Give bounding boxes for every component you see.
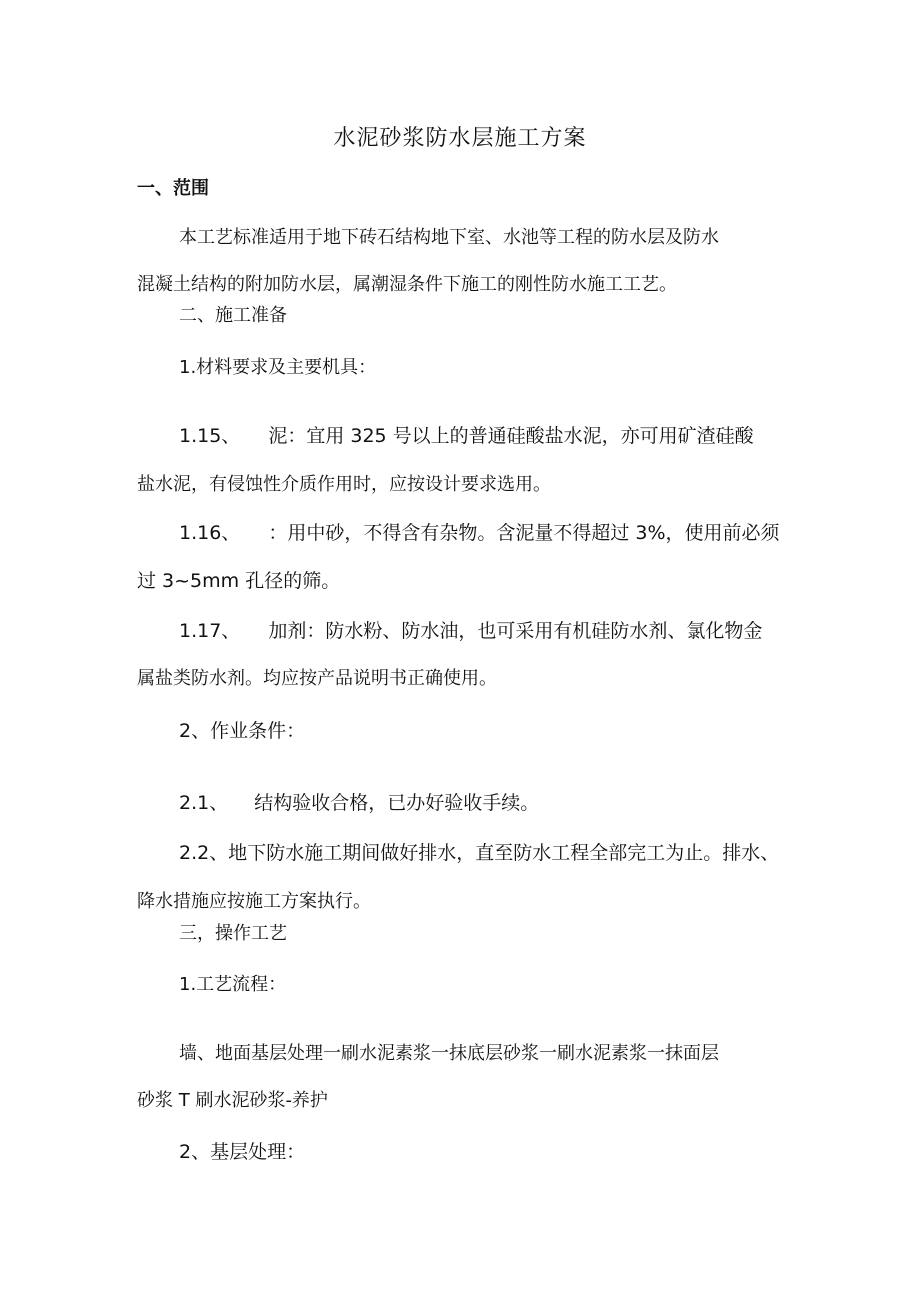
section-heading-operation: 三，操作工艺 [179,923,287,944]
section-heading-preparation: 二、施工准备 [179,305,287,326]
item-1-16-number: 1.16、 [179,522,241,544]
item-2-1-text: 结构验收合格，已办好验收手续。 [254,792,540,814]
item-1-16-text: ：用中砂，不得含有杂物。含泥量不得超过 3%，使用前必须 [268,522,780,544]
item-1-15-line-1 [179,427,754,446]
base-treatment-heading: 2、基层处理： [179,1141,306,1163]
item-2-1-line [179,794,539,813]
scope-paragraph-line-1: 本工艺标准适用于地下砖石结构地下室、水池等工程的防水层及防水 [179,227,719,248]
item-2-2-line-1: 2.2、地下防水施工期间做好排水，直至防水工程全部完工为止。排水、 [179,842,780,864]
process-flow-heading: 1.工艺流程： [179,974,287,995]
section-heading-scope: 一、范围 [137,178,209,199]
document-title: 水泥砂浆防水层施工方案 [333,126,587,151]
item-1-17-line-1 [179,622,762,641]
item-1-16-line-2: 过 3~5mm 孔径的筛。 [137,570,341,592]
item-1-15-number: 1.15、 [179,425,241,447]
process-flow-line-1: 墙、地面基层处理一刷水泥素浆一抹底层砂浆一刷水泥素浆一抹面层 [179,1043,719,1064]
item-1-16-line-1 [179,524,780,543]
item-1-15-line-2: 盐水泥，有侵蚀性介质作用时，应按设计要求选用。 [137,474,551,495]
process-flow-line-2: 砂浆 T 刷水泥砂浆-养护 [137,1090,328,1111]
materials-heading: 1.材料要求及主要机具： [179,357,377,378]
item-2-1-number: 2.1、 [179,792,229,814]
item-1-17-line-2: 属盐类防水剂。均应按产品说明书正确使用。 [137,668,497,689]
scope-paragraph-line-2: 混凝土结构的附加防水层，属潮湿条件下施工的刚性防水施工工艺。 [137,274,677,295]
item-1-15-text: 泥：宜用 325 号以上的普通硅酸盐水泥，亦可用矿渣硅酸 [268,425,754,447]
item-1-17-text: 加剂：防水粉、防水油，也可采用有机硅防水剂、氯化物金 [268,620,763,642]
item-2-2-line-2: 降水措施应按施工方案执行。 [137,891,371,912]
item-1-17-number: 1.17、 [179,620,241,642]
work-conditions-heading: 2、作业条件： [179,720,306,742]
